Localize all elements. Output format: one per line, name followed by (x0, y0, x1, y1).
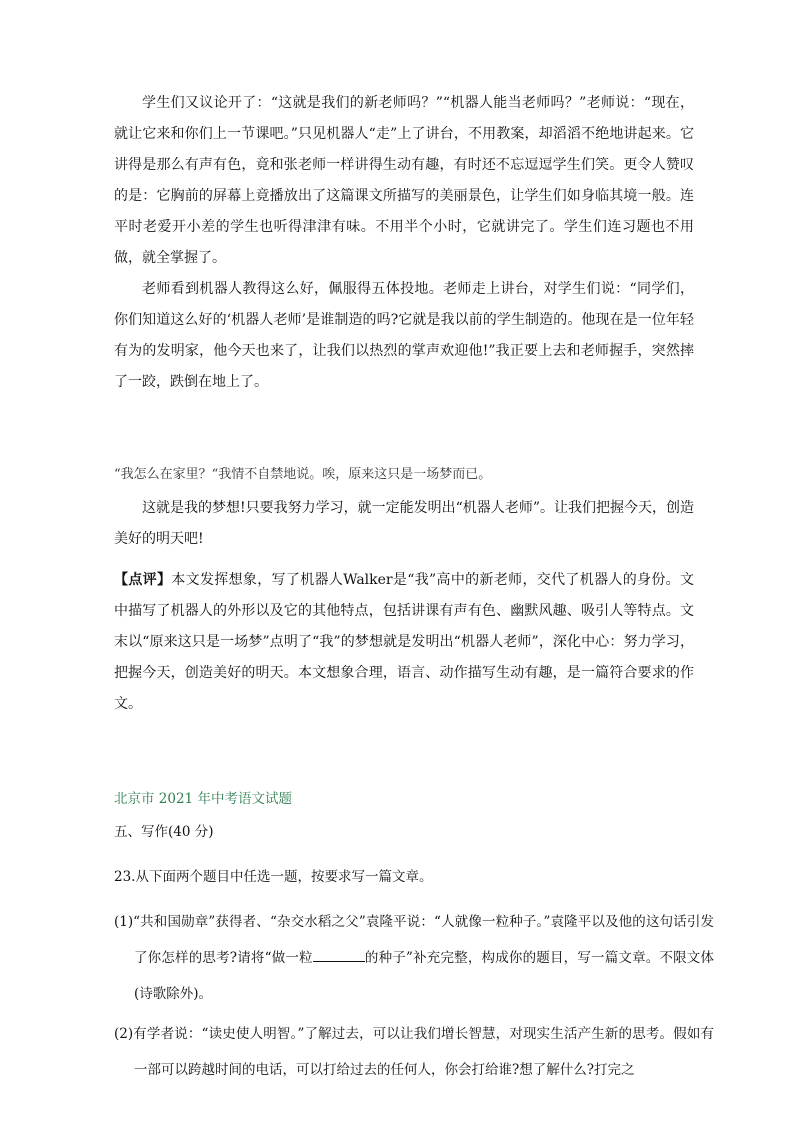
fill-in-blank (313, 949, 365, 962)
story-paragraph-2: 老师看到机器人教得这么好，佩服得五体投地。老师走上讲台，对学生们说：“同学们，你们知道这么好的‘机器人老师’是谁制造的吗?它就是我以前的学生制造的。他现在是一位年轻有为的发明家，他今天也来了，让我们以热烈的掌声欢迎他!”我正要上去和老师握手，突然摔了一跤，跌倒在地上了。 (114, 281, 694, 390)
exam-source-title: 北京市 2021 年中考语文试题 (114, 791, 292, 807)
story-paragraph-3: “我怎么在家里？“我情不自禁地说。唉，原来这只是一场梦而已。 (114, 467, 492, 482)
exam-section-heading: 五、写作(40 分) (114, 824, 214, 840)
exam-option-1-text-after: 的种子”补充完整，构成你的题目，写一篇文章。不限文体(诗歌除外)。 (134, 950, 714, 1002)
exam-question-23: 23.从下面两个题目中任选一题，按要求写一篇文章。 (114, 869, 433, 885)
exam-option-1-text-before: (1)“共和国勋章”获得者、“杂交水稻之父”袁隆平说：“人就像一粒种子。”袁隆平以及他的这句话引发了你怎样的思考?请将“做一粒 (114, 914, 714, 966)
story-paragraph-4: 这就是我的梦想!只要我努力学习，就一定能发明出“机器人老师”。让我们把握今天，创造美好的明天吧! (114, 500, 694, 547)
review-paragraph (114, 565, 694, 720)
review-text: 本文发挥想象，写了机器人Walker是“我”高中的新老师，交代了机器人的身份。文中描写了机器人的外形以及它的其他特点，包括讲课有声有色、幽默风趣、吸引人等特点。文末以“原来这只是一场梦”点明了“我”的梦想就是发明出“机器人老师”，深化中心：努力学习，把握今天，创造美好的明天。本文想象合理，语言、动作描写生动有趣，是一篇符合要求的作文。 (114, 572, 694, 712)
exam-option-1 (114, 904, 714, 1012)
document-page (114, 0, 714, 1122)
exam-option-2: (2)有学者说：“读史使人明智。”了解过去，可以让我们增长智慧，对现实生活产生新的思考。假如有一部可以跨越时间的电话，可以打给过去的任何人，你会打给谁?想了解什么?打完之 (114, 1026, 714, 1078)
story-paragraph-1: 学生们又议论开了：“这就是我们的新老师吗？”“机器人能当老师吗？”老师说：“现在，就让它来和你们上一节课吧。”只见机器人“走”上了讲台，不用教案，却滔滔不绝地讲起来。它讲得是那么有声有色，竟和张老师一样讲得生动有趣，有时还不忘逗逗学生们笑。更令人赞叹的是：它胸前的屏幕上竟播放出了这篇课文所描写的美丽景色，让学生们如身临其境一般。连平时老爱开小差的学生也听得津津有味。不用半个小时，它就讲完了。学生们连习题也不用做，就全掌握了。 (114, 95, 694, 266)
review-label: 【点评】 (114, 572, 172, 588)
